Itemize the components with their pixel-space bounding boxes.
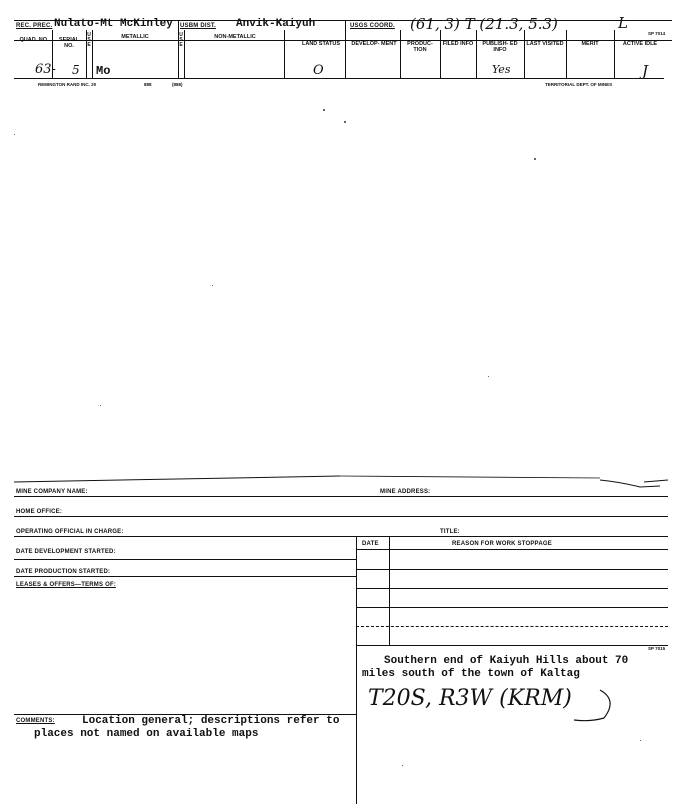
rec-prec-label: REC. PREC. [16,23,53,29]
rule-stoppage-4 [356,626,668,627]
divider-visited [566,30,567,78]
usgs-coord-value: (61, 3) T (21.3, 5.3) [410,15,558,33]
col-development: DEVELOP- MENT [351,41,397,47]
usgs-coord-label: USGS COORD. [350,23,395,29]
handwritten-circle [560,684,620,724]
divider-nonmetallic [284,30,285,78]
operating-official-label: OPERATING OFFICIAL IN CHARGE: [16,529,124,535]
mine-address-label: MINE ADDRESS: [380,489,431,495]
rule-stoppage-header [356,549,668,550]
divider-date [389,536,390,645]
scan-speck [344,121,346,123]
reason-column-header: REASON FOR WORK STOPPAGE [452,541,552,547]
rule-stoppage-2 [356,588,668,589]
location-township-range: T20S, R3W (KRM) [368,686,572,711]
col-merit: MERIT [581,41,599,47]
printer-code-2: (888) [172,82,183,87]
scan-speck [640,740,641,741]
col-land-status: LAND STATUS [302,41,340,47]
scan-speck [100,405,101,406]
rec-prec-value: Nulato-Mt McKinley [54,18,173,30]
scan-speck [14,134,15,135]
divider-land [345,20,346,78]
department-imprint: TERRITORIAL DEPT. OF MINES [545,82,613,87]
divider-center [356,536,357,804]
location-line-1: Southern end of Kaiyuh Hills about 70 [384,655,629,667]
quad-value: 63- [35,62,56,77]
scan-speck [323,109,325,111]
rule-company [14,496,668,497]
col-quad: QUAD. NO. [19,37,49,43]
location-line-2: miles south of the town of Kaltag [362,668,580,680]
rule-stoppage-3 [356,607,668,608]
divider-use1 [92,30,93,78]
col-production: PRODUC- TION [407,41,433,53]
home-office-label: HOME OFFICE: [16,509,63,515]
rule-dev [14,559,356,560]
rule-official [14,536,668,537]
divider-dev [400,30,401,78]
comments-line-2: places not named on available maps [34,728,259,740]
divider-use2 [184,30,185,78]
usbm-dist-value: Anvik-Kaiyuh [236,18,316,30]
scan-speck [402,765,403,766]
rule-stoppage-5 [356,645,668,646]
metallic-value: Mo [96,64,111,78]
scan-speck [212,285,213,286]
col-use-metallic: U S E [87,32,91,48]
rule-stoppage-1 [356,569,668,570]
col-filed-info: FILED INFO [442,41,474,47]
title-label: TITLE: [440,529,460,535]
divider-filed [476,30,477,78]
comments-line-1: Location general; descriptions refer to [82,715,340,727]
col-active-idle: ACTIVE IDLE [622,41,658,47]
scan-speck [488,376,489,377]
col-metallic: METALLIC [121,34,149,40]
col-serial: SERIAL NO. [58,37,80,49]
form-number-bottom: SP 7015 [648,646,666,651]
date-development-label: DATE DEVELOPMENT STARTED: [16,549,116,555]
record-bottom-rule [14,78,664,79]
rule-comments [14,714,356,715]
form-number-top: SP 7014 [648,31,666,36]
published-info-value: Yes [492,63,511,76]
printer-imprint: REMINGTON RAND INC. 20 [38,82,97,87]
card-edge [0,470,678,490]
corner-mark: L [618,14,628,32]
divider-merit [614,30,615,78]
active-idle-value: J [642,62,649,80]
col-use-nonmetallic: U S E [179,32,183,48]
divider-metallic [178,20,179,78]
comments-label: COMMENTS: [16,718,55,724]
col-non-metallic: NON-METALLIC [214,34,256,40]
rule-prod [14,576,356,577]
land-status-value: O [313,63,324,78]
divider-published [524,30,525,78]
leases-label: LEASES & OFFERS—TERMS OF: [16,582,117,588]
col-published-info: PUBLISH- ED INFO [482,41,518,53]
date-production-label: DATE PRODUCTION STARTED: [16,569,111,575]
divider-prod [440,30,441,78]
rule-home-office [14,516,668,517]
printer-code-1: 888 [144,82,152,87]
scan-speck [534,158,536,160]
mine-company-label: MINE COMPANY NAME: [16,489,88,495]
col-last-visited: LAST VISITED [526,41,564,47]
serial-value: 5 [72,63,80,77]
date-column-header: DATE [362,541,379,547]
usbm-dist-label: USBM DIST. [180,23,217,29]
